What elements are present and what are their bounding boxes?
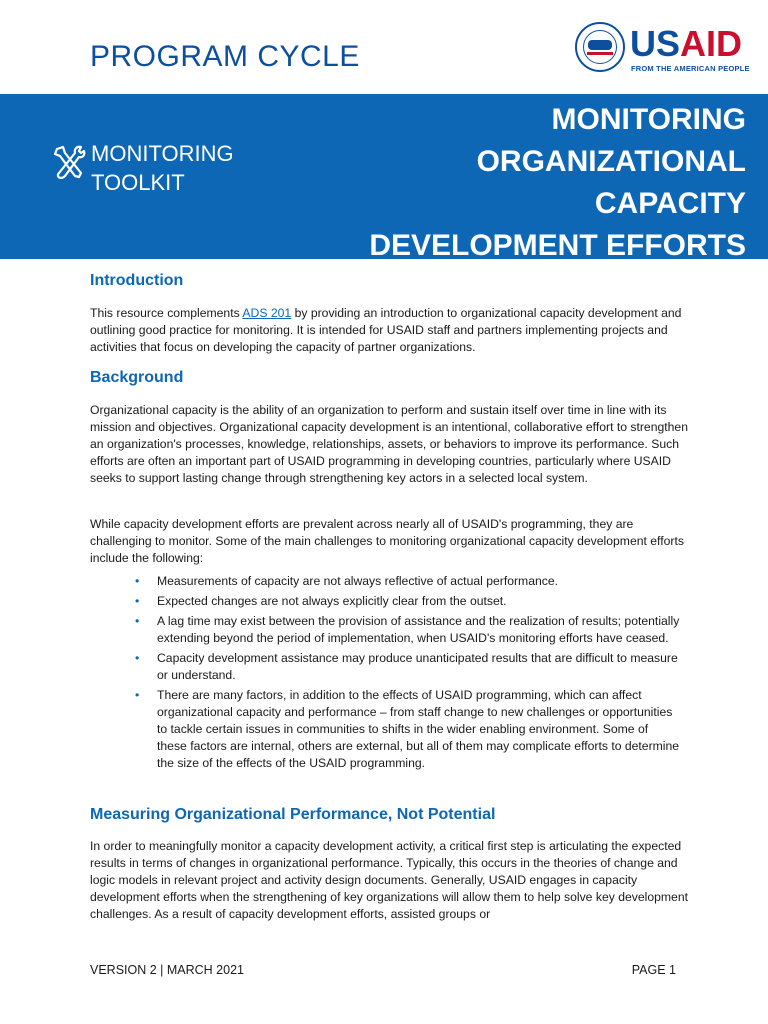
toolkit-label: MONITORING TOOLKIT [91, 141, 234, 195]
list-item: • Measurements of capacity are not always reflective of actual performance. [135, 574, 559, 588]
heading-measuring: Measuring Organizational Performance, Not Potential [90, 806, 496, 823]
document-title: MONITORING ORGANIZATIONAL CAPACITY DEVELOPMENT EFFORTS [369, 103, 746, 262]
bullet-icon: • [135, 651, 140, 665]
list-item: • Capacity development assistance may produce unanticipated results that are difficult to measure or understand. [135, 651, 678, 682]
list-item: • There are many factors, in addition to the effects of USAID programming, which can affect organizational capacity and performance – from staff change to new challenges or opportunities to tackle certain issues in communities to shifts in the wider enabling environment. Some of these factors are internal, others are external, but all of them may complicate efforts to determine the size of the effects of the USAID programming. [135, 688, 680, 770]
list-item: • A lag time may exist between the provision of assistance and the realization of results; potentially extending beyond the period of implementation, when USAID's monitoring efforts have ceased. [135, 614, 680, 645]
heading-background: Background [90, 369, 184, 386]
background-paragraph-1: Organizational capacity is the ability of an organization to perform and sustain itself over time in line with its mission and objectives. Organizational capacity development is an intentional, collaborative effort to strengthen an organization's processes, knowledge, relationships, assets, or behaviors to improve its performance. Such efforts are often an important part of USAID programming in developing countries, particularly where USAID seeks to support lasting change through strengthening key actors in a selected local system. [90, 403, 688, 485]
bullet-icon: • [135, 574, 140, 588]
challenges-list [90, 573, 680, 775]
usaid-logo [575, 20, 755, 80]
ads-201-link[interactable]: ADS 201 [242, 306, 292, 320]
program-cycle-title: PROGRAM CYCLE [90, 40, 360, 73]
tools-icon [52, 143, 86, 183]
bullet-icon: • [135, 614, 140, 628]
measuring-paragraph: In order to meaningfully monitor a capacity development activity, a critical first step is articulating the expected results in terms of changes in organizational performance. Typically, this occurs in the theories of change and logic models in relevant project and activity design documents. Generally, USAID engages in capacity development efforts when the strengthening of key organizations will allow them to help solve key development challenges. As a result of capacity development efforts, assisted groups or [90, 839, 688, 921]
background-paragraph-2: While capacity development efforts are prevalent across nearly all of USAID's programming, they are challenging to monitor. Some of the main challenges to monitoring organizational capacity development efforts include the following: [90, 517, 684, 565]
heading-introduction: Introduction [90, 272, 184, 289]
usaid-seal-icon [575, 22, 625, 72]
logo-wordmark: USAID [630, 23, 743, 64]
bullet-icon: • [135, 594, 140, 608]
intro-paragraph: This resource complements ADS 201 by providing an introduction to organizational capacity development and outlining good practice for monitoring. It is intended for USAID staff and partners implementing projects and activities that focus on developing the capacity of partner organizations. [90, 306, 682, 354]
list-item: • Expected changes are not always explicitly clear from the outset. [135, 594, 507, 608]
footer-page-number: PAGE 1 [631, 963, 676, 977]
logo-tagline: FROM THE AMERICAN PEOPLE [631, 64, 750, 73]
bullet-icon: • [135, 688, 140, 702]
footer-version: VERSION 2 | MARCH 2021 [90, 963, 244, 977]
